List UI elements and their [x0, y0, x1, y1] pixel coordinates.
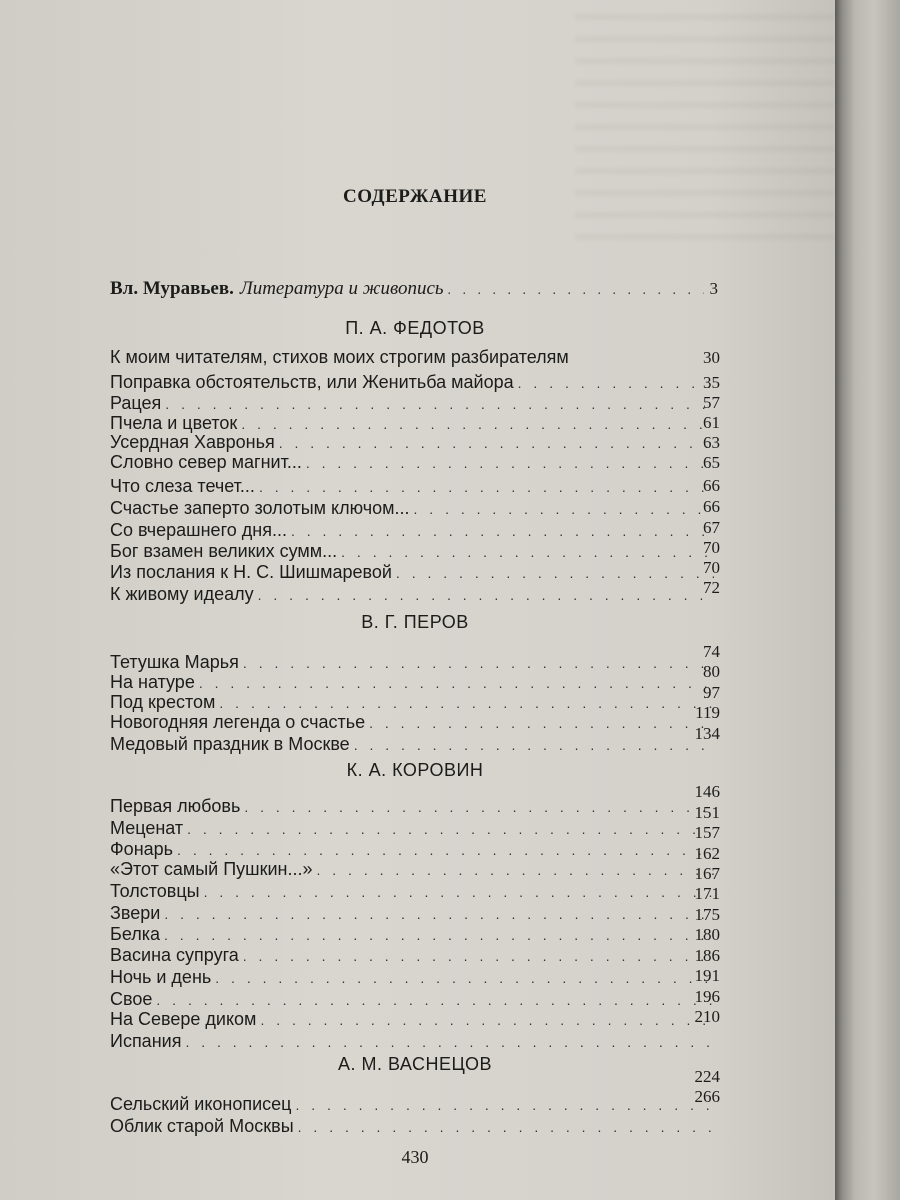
page-number: 74 — [703, 642, 720, 661]
toc-entry: Со вчерашнего дня... . . . — [110, 520, 720, 544]
toc-entry: Фонарь . . . — [110, 839, 720, 863]
page-number: 196 — [694, 987, 720, 1006]
intro-entry — [110, 278, 720, 304]
page-number: 167 — [694, 864, 720, 883]
toc-entry: Толстовцы . . . — [110, 881, 720, 905]
toc-entry: Поправка обстоятельств, или Женитьба майора . . . — [110, 372, 720, 396]
intro-work: Литература и живопись — [239, 278, 444, 299]
page-number: 35 — [703, 373, 720, 392]
page-number: 63 — [703, 433, 720, 452]
page-number: 65 — [703, 453, 720, 472]
page-number: 134 — [694, 724, 720, 743]
page-number: 30 — [703, 348, 720, 367]
toc-entry: Сельский иконописец . . . — [110, 1094, 720, 1118]
section-heading-fedotov: П. А. ФЕДОТОВ — [345, 318, 485, 338]
page-number: 162 — [694, 844, 720, 863]
intro-author: Вл. Муравьев. — [110, 278, 234, 299]
toc-entry: Рацея . . . — [110, 393, 720, 417]
page-number: 97 — [703, 683, 720, 702]
toc-entry: Меценат . . . — [110, 818, 720, 842]
toc-entry: Белка . . . — [110, 924, 720, 948]
page-number: 70 — [703, 538, 720, 557]
toc-entry: Новогодняя легенда о счастье . . . — [110, 712, 720, 736]
page-number: 175 — [694, 905, 720, 924]
table-of-contents — [110, 0, 720, 1200]
page-number: 210 — [694, 1007, 720, 1026]
leader-dots — [448, 283, 704, 299]
toc-entry: К живому идеалу . . . — [110, 584, 720, 608]
page-number: 146 — [694, 782, 720, 801]
page-number: 119 — [695, 703, 720, 722]
page-number: 67 — [703, 518, 720, 537]
page-number: 266 — [694, 1087, 720, 1106]
toc-entry: Пчела и цветок . . . — [110, 413, 720, 437]
page-number: 180 — [694, 925, 720, 944]
page-number: 191 — [694, 966, 720, 985]
toc-entry: Счастье заперто золотым ключом... . . . — [110, 498, 720, 522]
toc-entry: Что слеза течет... . . . — [110, 476, 720, 500]
page-number: 151 — [694, 803, 720, 822]
page-number: 171 — [694, 884, 720, 903]
toc-entry: Бог взамен великих сумм... . . . — [110, 541, 720, 565]
contents-title: СОДЕРЖАНИЕ — [343, 186, 487, 207]
page-number: 80 — [703, 662, 720, 681]
toc-entry: Ночь и день . . . — [110, 967, 720, 991]
page-number: 61 — [703, 413, 720, 432]
section-heading-perov: В. Г. ПЕРОВ — [361, 612, 469, 632]
toc-entry: На натуре . . . — [110, 672, 720, 696]
toc-entry: Из послания к Н. С. Шишмаревой . . . — [110, 562, 720, 586]
page-number: 186 — [694, 946, 720, 965]
toc-entry: Испания . . . — [110, 1031, 720, 1055]
toc-entry: Под крестом . . . — [110, 692, 720, 716]
toc-entry: На Севере диком . . . — [110, 1009, 720, 1033]
folio-page-number: 430 — [401, 1147, 429, 1167]
book-spine — [835, 0, 900, 1200]
toc-entry: Свое . . . — [110, 989, 720, 1013]
toc-entry: Медовый праздник в Москве . . . — [110, 734, 720, 758]
page-number: 57 — [703, 393, 720, 412]
page-number: 66 — [703, 497, 720, 516]
page-number: 157 — [694, 823, 720, 842]
page-number: 70 — [703, 558, 720, 577]
page-number: 66 — [703, 476, 720, 495]
section-heading-korovin: К. А. КОРОВИН — [346, 760, 484, 780]
toc-entry: Облик старой Москвы . . . — [110, 1116, 720, 1140]
toc-entry: Тетушка Марья . . . — [110, 652, 720, 676]
toc-entry: К моим читателям, стихов моих строгим разбирателям — [110, 347, 569, 367]
section-heading-vasnetsov: А. М. ВАСНЕЦОВ — [338, 1054, 492, 1074]
toc-entry: Словно север магнит... . . . — [110, 452, 720, 476]
toc-entry: Васина супруга . . . — [110, 945, 720, 969]
toc-entry: Звери . . . — [110, 903, 720, 927]
toc-entry: Первая любовь . . . — [110, 796, 720, 820]
toc-entry: Усердная Хавронья . . . — [110, 432, 720, 456]
toc-entry: «Этот самый Пушкин...» . . . — [110, 859, 720, 883]
page-number: 224 — [694, 1067, 720, 1086]
page-number: 72 — [703, 578, 720, 597]
intro-page: 3 — [709, 279, 718, 298]
